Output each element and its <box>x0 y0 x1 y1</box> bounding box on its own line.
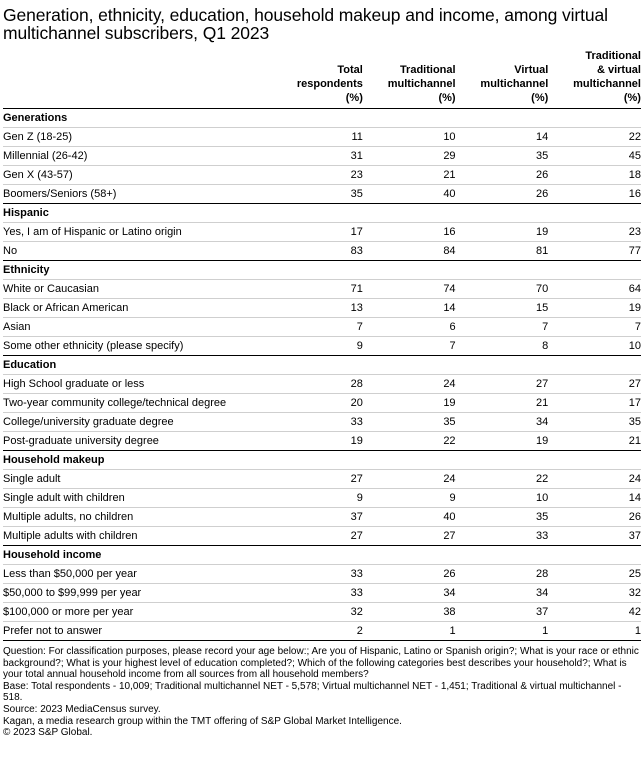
table-row <box>3 223 641 242</box>
table-row <box>3 470 641 489</box>
cell-value: 74 <box>443 283 456 295</box>
cell-value: 19 <box>536 226 549 238</box>
table-body <box>3 109 641 641</box>
cell-value: 10 <box>443 131 456 143</box>
table-row <box>3 508 641 527</box>
table-row <box>3 489 641 508</box>
cell-value: 27 <box>536 378 549 390</box>
table-row <box>3 242 641 261</box>
cell-value: 71 <box>350 283 363 295</box>
cell-value: 20 <box>350 397 363 409</box>
column-header-line: (%) <box>345 92 363 104</box>
cell-value: 1 <box>634 625 641 637</box>
table-row <box>3 413 641 432</box>
cell-value: 32 <box>350 606 363 618</box>
row-label: Single adult with children <box>3 492 125 504</box>
row-label: Two-year community college/technical degree <box>3 397 227 409</box>
cell-value: 34 <box>536 587 549 599</box>
section-title: Ethnicity <box>3 264 50 276</box>
table-row <box>3 147 641 166</box>
table-header <box>3 45 641 109</box>
row-label: Asian <box>3 321 31 333</box>
cell-value: 9 <box>356 340 363 352</box>
cell-value: 1 <box>449 625 456 637</box>
cell-value: 1 <box>542 625 549 637</box>
cell-value: 42 <box>628 606 641 618</box>
column-header-line: multichannel <box>573 78 641 90</box>
row-label: Single adult <box>3 473 61 485</box>
cell-value: 26 <box>536 188 549 200</box>
cell-value: 23 <box>628 226 641 238</box>
cell-value: 33 <box>350 416 363 428</box>
cell-value: 32 <box>628 587 641 599</box>
cell-value: 10 <box>628 340 641 352</box>
cell-value: 16 <box>443 226 456 238</box>
column-header-line: Total <box>337 64 363 76</box>
section-header <box>3 546 641 565</box>
cell-value: 24 <box>443 378 456 390</box>
row-label: Prefer not to answer <box>3 625 103 637</box>
column-header-line: (%) <box>531 92 549 104</box>
cell-value: 33 <box>350 587 363 599</box>
cell-value: 26 <box>536 169 549 181</box>
cell-value: 35 <box>536 511 549 523</box>
cell-value: 40 <box>443 511 456 523</box>
cell-value: 19 <box>536 435 549 447</box>
row-label: White or Caucasian <box>3 283 99 295</box>
table-row <box>3 603 641 622</box>
cell-value: 83 <box>350 245 363 257</box>
cell-value: 7 <box>449 340 456 352</box>
cell-value: 6 <box>449 321 456 333</box>
cell-value: 21 <box>536 397 549 409</box>
row-label: Post-graduate university degree <box>3 435 159 447</box>
table-row <box>3 565 641 584</box>
cell-value: 23 <box>350 169 363 181</box>
cell-value: 34 <box>536 416 549 428</box>
row-label: Black or African American <box>3 302 129 314</box>
footnote-base: Base: Total respondents - 10,009; Traditional multichannel NET - 5,578; Virtual multichannel NET - 1,451; Traditional & virtual multichannel - 518. <box>3 680 622 704</box>
cell-value: 22 <box>628 131 641 143</box>
cell-value: 37 <box>536 606 549 618</box>
cell-value: 14 <box>628 492 641 504</box>
cell-value: 15 <box>536 302 549 314</box>
column-header-line: Traditional <box>585 50 641 62</box>
footnotes <box>3 646 641 739</box>
cell-value: 84 <box>443 245 456 257</box>
cell-value: 28 <box>536 568 549 580</box>
cell-value: 11 <box>351 131 363 143</box>
column-header-line: & virtual <box>596 64 641 76</box>
table-row <box>3 128 641 147</box>
cell-value: 37 <box>628 530 641 542</box>
cell-value: 21 <box>628 435 641 447</box>
cell-value: 22 <box>443 435 456 447</box>
cell-value: 35 <box>443 416 456 428</box>
cell-value: 10 <box>536 492 549 504</box>
row-label: $100,000 or more per year <box>3 606 134 618</box>
section-header <box>3 356 641 375</box>
table-row <box>3 185 641 204</box>
section-header <box>3 109 641 128</box>
row-label: Less than $50,000 per year <box>3 568 137 580</box>
cell-value: 35 <box>536 150 549 162</box>
row-label: Millennial (26-42) <box>3 150 88 162</box>
row-label: Multiple adults, no children <box>3 511 134 523</box>
page <box>0 6 644 773</box>
cell-value: 70 <box>536 283 549 295</box>
cell-value: 24 <box>443 473 456 485</box>
cell-value: 24 <box>628 473 641 485</box>
cell-value: 38 <box>443 606 456 618</box>
cell-value: 19 <box>628 302 641 314</box>
footnote-question: Question: For classification purposes, please record your age below:; Are you of Hispanic, Latino or Spanish origin?; What is your race or ethnic background?; What is your highest level of education completed?; Which of the following categories best describes your household?; What is your total annual household income from all sources from all household members? <box>3 646 639 681</box>
row-label: Gen Z (18-25) <box>3 131 73 143</box>
cell-value: 27 <box>628 378 641 390</box>
cell-value: 8 <box>542 340 549 352</box>
cell-value: 34 <box>443 587 456 599</box>
column-header-traditional-and-virtual <box>548 49 641 105</box>
column-header-line: Traditional <box>399 64 456 76</box>
cell-value: 17 <box>350 226 363 238</box>
cell-value: 7 <box>634 321 641 333</box>
cell-value: 37 <box>350 511 363 523</box>
section-header <box>3 451 641 470</box>
cell-value: 7 <box>542 321 549 333</box>
cell-value: 45 <box>628 150 641 162</box>
cell-value: 35 <box>628 416 641 428</box>
row-label: Boomers/Seniors (58+) <box>3 188 117 200</box>
cell-value: 27 <box>443 530 456 542</box>
footnote-source: Source: 2023 MediaCensus survey. <box>3 703 161 715</box>
cell-value: 29 <box>443 150 456 162</box>
column-header-line: multichannel <box>387 78 456 90</box>
cell-value: 77 <box>628 245 641 257</box>
cell-value: 14 <box>536 131 549 143</box>
column-header-line: (%) <box>623 92 641 104</box>
table-row <box>3 166 641 185</box>
column-header-line: Virtual <box>514 64 549 76</box>
column-header-virtual <box>456 63 549 105</box>
cell-value: 14 <box>443 302 456 314</box>
cell-value: 21 <box>443 169 456 181</box>
cell-value: 33 <box>350 568 363 580</box>
row-label: Yes, I am of Hispanic or Latino origin <box>3 226 182 238</box>
section-title: Generations <box>3 112 68 124</box>
cell-value: 27 <box>350 530 363 542</box>
table-row <box>3 584 641 603</box>
column-header-line: (%) <box>438 92 456 104</box>
cell-value: 40 <box>443 188 456 200</box>
section-header <box>3 204 641 223</box>
row-label: No <box>3 245 18 257</box>
row-label: Gen X (43-57) <box>3 169 73 181</box>
table-row <box>3 280 641 299</box>
cell-value: 33 <box>536 530 549 542</box>
cell-value: 7 <box>356 321 363 333</box>
cell-value: 26 <box>628 511 641 523</box>
cell-value: 26 <box>443 568 456 580</box>
table-row <box>3 622 641 641</box>
table-row <box>3 299 641 318</box>
table-row <box>3 394 641 413</box>
section-title: Household makeup <box>3 454 105 466</box>
column-header-line: respondents <box>296 78 363 90</box>
cell-value: 25 <box>628 568 641 580</box>
cell-value: 28 <box>350 378 363 390</box>
column-header-line: multichannel <box>480 78 549 90</box>
cell-value: 35 <box>350 188 363 200</box>
cell-value: 9 <box>449 492 456 504</box>
cell-value: 81 <box>536 245 549 257</box>
cell-value: 17 <box>628 397 641 409</box>
section-header <box>3 261 641 280</box>
table-row <box>3 318 641 337</box>
section-title: Education <box>3 359 57 371</box>
cell-value: 19 <box>443 397 456 409</box>
table-row <box>3 337 641 356</box>
section-title: Hispanic <box>3 207 49 219</box>
cell-value: 22 <box>536 473 549 485</box>
cell-value: 31 <box>350 150 363 162</box>
cell-value: 64 <box>628 283 641 295</box>
cell-value: 9 <box>356 492 363 504</box>
footnote-copyright: © 2023 S&P Global. <box>3 727 93 739</box>
row-label: Multiple adults with children <box>3 530 138 542</box>
row-label: Some other ethnicity (please specify) <box>3 340 184 352</box>
page-title: Generation, ethnicity, education, household makeup and income, among virtual multichannel subscribers, Q1 2023 <box>3 5 608 43</box>
row-label: College/university graduate degree <box>3 416 174 428</box>
cell-value: 2 <box>356 625 363 637</box>
cell-value: 19 <box>350 435 363 447</box>
cell-value: 18 <box>628 169 641 181</box>
cell-value: 13 <box>350 302 363 314</box>
column-header-traditional <box>363 63 456 105</box>
row-label: High School graduate or less <box>3 378 145 390</box>
table-row <box>3 432 641 451</box>
table-row <box>3 375 641 394</box>
row-label: $50,000 to $99,999 per year <box>3 587 142 599</box>
section-title: Household income <box>3 549 102 561</box>
column-header-total <box>270 63 363 105</box>
table-row <box>3 527 641 546</box>
footnote-kagan: Kagan, a media research group within the TMT offering of S&P Global Market Intelligence. <box>3 715 402 727</box>
cell-value: 27 <box>350 473 363 485</box>
cell-value: 16 <box>628 188 641 200</box>
